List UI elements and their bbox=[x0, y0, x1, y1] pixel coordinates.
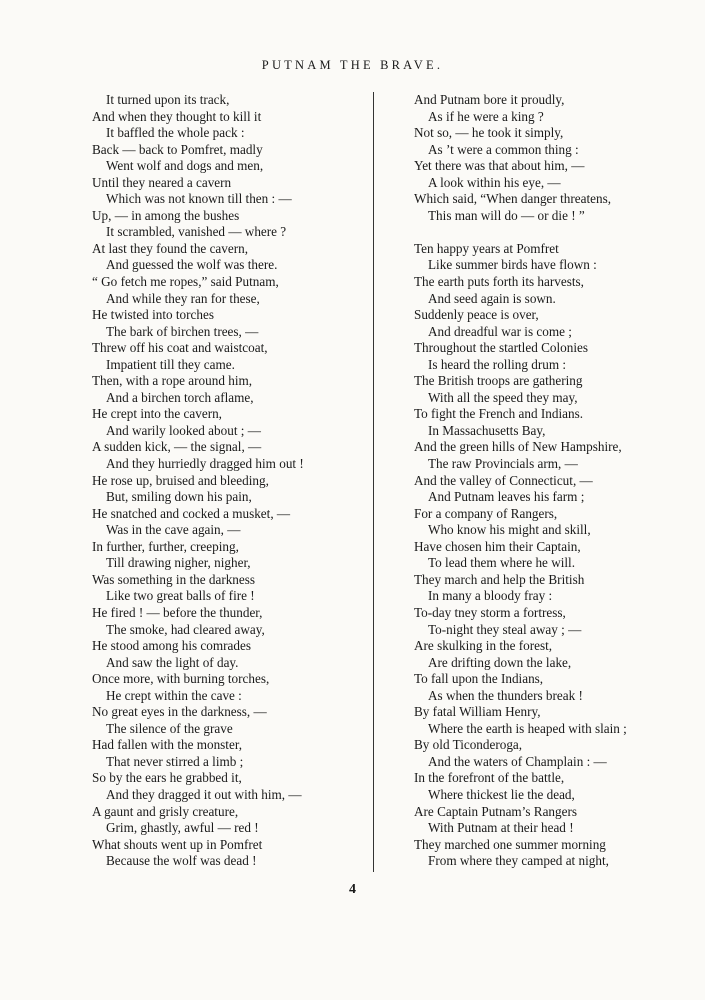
verse-line: He crept within the cave : bbox=[106, 687, 242, 703]
verse-line: He stood among his comrades bbox=[92, 638, 251, 654]
verse-line: So by the ears he grabbed it, bbox=[92, 770, 242, 786]
verse-line bbox=[414, 224, 674, 241]
verse-line: The British troops are gathering bbox=[414, 373, 583, 389]
verse-line: And warily looked about ; — bbox=[106, 422, 261, 438]
verse-line: Up, — in among the bushes bbox=[92, 207, 240, 223]
verse-line: He twisted into torches bbox=[92, 307, 214, 323]
page-number: 4 bbox=[349, 882, 356, 897]
verse-line: It scrambled, vanished — where ? bbox=[106, 224, 287, 240]
verse-line: Who know his might and skill, bbox=[428, 522, 591, 538]
verse-line: Once more, with burning torches, bbox=[92, 671, 270, 687]
verse-line: Is heard the rolling drum : bbox=[428, 356, 567, 372]
verse-line: And they dragged it out with him, — bbox=[106, 786, 302, 802]
verse-line: And Putnam leaves his farm ; bbox=[428, 489, 585, 505]
verse-line: And the valley of Connecticut, — bbox=[414, 472, 593, 488]
verse-line: A gaunt and grisly creature, bbox=[92, 803, 239, 819]
verse-line: Until they neared a cavern bbox=[92, 174, 232, 190]
verse-line: Till drawing nigher, nigher, bbox=[106, 555, 251, 571]
verse-line: It turned upon its track, bbox=[106, 92, 230, 107]
verse-line: To-day tney storm a fortress, bbox=[414, 604, 566, 620]
verse-line: It baffled the whole pack : bbox=[106, 125, 245, 141]
verse-line: And guessed the wolf was there. bbox=[106, 257, 278, 273]
verse-line: In Massachusetts Bay, bbox=[428, 422, 546, 438]
verse-line: With Putnam at their head ! bbox=[428, 820, 574, 836]
verse-line: By old Ticonderoga, bbox=[414, 737, 523, 753]
verse-line: And they hurriedly dragged him out ! bbox=[106, 456, 304, 472]
verse-line: But, smiling down his pain, bbox=[106, 489, 252, 505]
verse-line: They marched one summer morning bbox=[414, 836, 606, 852]
verse-line: He fired ! — before the thunder, bbox=[92, 604, 263, 620]
verse-line: And seed again is sown. bbox=[428, 290, 556, 306]
verse-line: Throughout the startled Colonies bbox=[414, 340, 588, 356]
verse-line: Was in the cave again, — bbox=[106, 522, 241, 538]
verse-line: With all the speed they may, bbox=[428, 389, 578, 405]
verse-line: They march and help the British bbox=[414, 571, 585, 587]
verse-line: To fall upon the Indians, bbox=[414, 671, 544, 687]
verse-line: In further, further, creeping, bbox=[92, 538, 239, 554]
verse-line: No great eyes in the darkness, — bbox=[92, 704, 267, 720]
verse-line: As if he were a king ? bbox=[428, 108, 544, 124]
verse-line: What shouts went up in Pomfret bbox=[92, 836, 263, 852]
verse-line: The bark of birchen trees, — bbox=[106, 323, 259, 339]
verse-line: And the green hills of New Hampshire, bbox=[414, 439, 622, 455]
left-column-verse bbox=[92, 92, 364, 870]
verse-line: And a birchen torch aflame, bbox=[106, 389, 254, 405]
verse-line: To fight the French and Indians. bbox=[414, 406, 584, 422]
verse-line: Threw off his coat and waistcoat, bbox=[92, 340, 268, 356]
verse-line: Went wolf and dogs and men, bbox=[106, 158, 264, 174]
verse-line: Like summer birds have flown : bbox=[428, 257, 597, 273]
verse-line: This man will do — or die ! ” bbox=[428, 207, 585, 223]
verse-line: Yet there was that about him, — bbox=[414, 158, 585, 174]
verse-line: Are Captain Putnam’s Rangers bbox=[414, 803, 577, 819]
verse-line: Are drifting down the lake, bbox=[428, 654, 572, 670]
verse-line: Are skulking in the forest, bbox=[414, 638, 553, 654]
verse-line: To-night they steal away ; — bbox=[428, 621, 582, 637]
verse-line: He snatched and cocked a musket, — bbox=[92, 505, 291, 521]
verse-line: A sudden kick, — the signal, — bbox=[92, 439, 262, 455]
verse-line: And dreadful war is come ; bbox=[428, 323, 572, 339]
verse-line: Impatient till they came. bbox=[106, 356, 235, 372]
verse-line: The raw Provincials arm, — bbox=[428, 456, 578, 472]
verse-line: Ten happy years at Pomfret bbox=[414, 240, 559, 256]
verse-line: Have chosen him their Captain, bbox=[414, 538, 581, 554]
verse-line: And while they ran for these, bbox=[106, 290, 260, 306]
verse-line: Suddenly peace is over, bbox=[414, 307, 539, 323]
running-title: PUTNAM THE BRAVE. bbox=[261, 58, 444, 72]
verse-line: To lead them where he will. bbox=[428, 555, 576, 571]
verse-line: Which was not known till then : — bbox=[106, 191, 292, 207]
verse-line: As ’t were a common thing : bbox=[428, 141, 579, 157]
verse-line: Had fallen with the monster, bbox=[92, 737, 242, 753]
verse-line: “ Go fetch me ropes,” said Putnam, bbox=[92, 274, 279, 290]
verse-line: At last they found the cavern, bbox=[92, 240, 249, 256]
verse-line: The silence of the grave bbox=[106, 720, 233, 736]
verse-line: The smoke, had cleared away, bbox=[106, 621, 265, 637]
verse-line: From where they camped at night, bbox=[428, 853, 609, 869]
verse-line: He crept into the cavern, bbox=[92, 406, 222, 422]
verse-line: Not so, — he took it simply, bbox=[414, 125, 564, 141]
column-divider bbox=[373, 92, 374, 872]
verse-line: Grim, ghastly, awful — red ! bbox=[106, 820, 259, 836]
verse-line: In the forefront of the battle, bbox=[414, 770, 565, 786]
verse-line: The earth puts forth its harvests, bbox=[414, 274, 584, 290]
verse-line: Then, with a rope around him, bbox=[92, 373, 253, 389]
verse-line: Was something in the darkness bbox=[92, 571, 256, 587]
verse-line: By fatal William Henry, bbox=[414, 704, 541, 720]
verse-line: That never stirred a limb ; bbox=[106, 753, 244, 769]
verse-line: And Putnam bore it proudly, bbox=[414, 92, 565, 107]
verse-line: Because the wolf was dead ! bbox=[106, 853, 257, 869]
verse-line: A look within his eye, — bbox=[428, 174, 561, 190]
verse-line: For a company of Rangers, bbox=[414, 505, 558, 521]
verse-line: Like two great balls of fire ! bbox=[106, 588, 255, 604]
verse-line: Back — back to Pomfret, madly bbox=[92, 141, 263, 157]
verse-line: And the waters of Champlain : — bbox=[428, 753, 607, 769]
verse-line: And saw the light of day. bbox=[106, 654, 239, 670]
verse-line: As when the thunders break ! bbox=[428, 687, 583, 703]
verse-line: He rose up, bruised and bleeding, bbox=[92, 472, 269, 488]
verse-line: Where thickest lie the dead, bbox=[428, 786, 575, 802]
verse-line: And when they thought to kill it bbox=[92, 108, 262, 124]
verse-line: Which said, “When danger threatens, bbox=[414, 191, 611, 207]
verse-line: Where the earth is heaped with slain ; bbox=[428, 720, 627, 736]
right-column-verse bbox=[414, 92, 674, 870]
verse-line: In many a bloody fray : bbox=[428, 588, 553, 604]
